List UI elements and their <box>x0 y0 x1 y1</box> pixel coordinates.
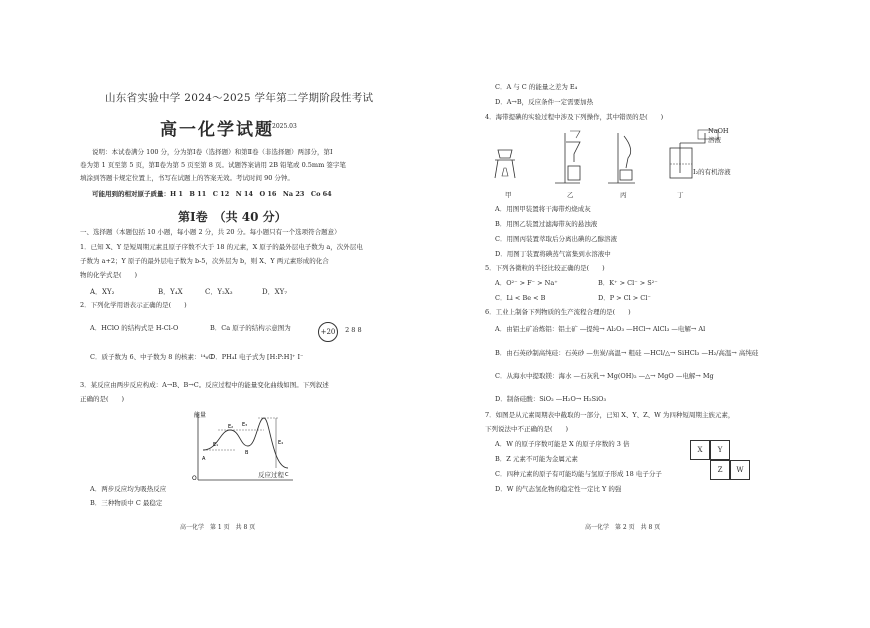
question-2-option-c: C．质子数为 6、中子数为 8 的核素：¹⁴₆C <box>90 353 214 361</box>
question-5-option-d: D．P > Cl > Cl⁻ <box>598 294 651 302</box>
question-2-option-b: B．Ca 原子的结构示意图为 <box>210 324 291 332</box>
question-3-option-c: C．A 与 C 的能量之差为 E₄ <box>495 83 578 91</box>
question-4-option-a: A．用图甲装置将干海带灼烧成灰 <box>495 205 591 213</box>
question-1-stem: 1．已知 X、Y 是短周期元素且原子序数不大于 18 的元素，X 原子的最外层电子数为 a，次外层电 <box>80 243 363 251</box>
question-7-option-c: C．四种元素的原子有可能均能与氢原子形成 18 电子分子 <box>495 470 662 478</box>
i2-label: I₂的有机溶液 <box>693 168 731 176</box>
apparatus-crucible <box>495 150 515 178</box>
question-7-stem: 下列说法中不正确的是( ) <box>485 425 569 433</box>
question-5-option-c: C．Li < Be < B <box>495 294 546 302</box>
section-title: 第Ⅰ卷 （共 40 分） <box>178 210 287 224</box>
question-6-stem: 6．工业上制备下列物质的生产流程合理的是( ) <box>485 308 631 316</box>
question-3-stem: 3．某反应由两步反应构成：A→B、B→C。反应过程中的能量变化曲线如图。下列叙述 <box>80 381 329 389</box>
question-4-option-c: C．用图丙装置萃取后分离出碘的乙醇溶液 <box>495 235 617 243</box>
question-6-option-d: D．制备硅酸：SiO₂ —H₂O→ H₂SiO₃ <box>495 395 607 403</box>
question-4-option-b: B．用图乙装置过滤海带灰的悬浊液 <box>495 220 598 228</box>
periodic-table-fragment <box>690 440 750 480</box>
question-4-option-d: D．用图丁装置将碘蒸气富集到水溶液中 <box>495 250 611 258</box>
apparatus-figures <box>490 128 720 193</box>
figure-label-yi: 乙 <box>567 191 574 199</box>
question-4-stem: 4．海带提碘的实验过程中涉及下列操作，其中错误的是( ) <box>485 113 664 121</box>
question-7-stem: 7．如图是从元素周期表中截取的一部分，已知 X、Y、Z、W 为四种短周期主族元素， <box>485 411 735 419</box>
label-c: C <box>285 472 289 478</box>
x-axis-label: 反应过程 <box>258 471 284 479</box>
question-7-option-a: A．W 的原子序数可能是 X 的原子序数的 3 倍 <box>495 440 630 448</box>
label-e3: E₃ <box>242 422 248 428</box>
question-1-option-a: A．XY₂ <box>90 288 115 296</box>
question-3-option-d: D．A→B，反应条件一定需要加热 <box>495 98 594 106</box>
instruction-line: 填涂到答题卡规定位置上，书写在试题上的答案无效。考试时间 90 分钟。 <box>80 174 294 182</box>
question-7-option-d: D．W 的气态氢化物的稳定性一定比 Y 的强 <box>495 485 622 493</box>
exam-date: 2025.03 <box>272 123 297 130</box>
page-footer: 高一化学 第 2 页 共 8 页 <box>585 524 661 531</box>
question-1-option-d: D．XY₇ <box>262 288 288 296</box>
figure-label-ding: 丁 <box>677 191 684 199</box>
label-e4: E₄ <box>278 440 284 446</box>
question-5-option-a: A．O²⁻ > F⁻ > Na⁺ <box>495 279 558 287</box>
question-2-option-d: D．PH₄I 电子式为 [H:P:H]⁺ I⁻ <box>210 353 304 361</box>
atomic-mass-line: 可能用到的相对原子质量：H 1 B 11 C 12 N 14 O 16 Na 23 Co 64 <box>92 190 332 198</box>
exam-title: 山东省实验中学 2024～2025 学年第二学期阶段性考试 <box>105 92 374 104</box>
page-footer: 高一化学 第 1 页 共 8 页 <box>180 524 256 531</box>
question-6-option-b: B．由石英砂制高纯硅：石英砂 —焦炭/高温→ 粗硅 —HCl/△→ SiHCl₃ —H₂/高温→ 高纯硅 <box>495 349 759 357</box>
apparatus-filter <box>555 131 580 183</box>
figure-label-bing: 丙 <box>620 191 627 199</box>
ca-atom-diagram <box>318 319 362 342</box>
exam-page-2 <box>435 0 870 628</box>
y-axis-label: 能量 <box>194 412 207 419</box>
origin-label: O <box>192 475 197 482</box>
instruction-line: 卷为第 1 页至第 5 页，第Ⅱ卷为第 5 页至第 8 页。试题答案请用 2B 铅笔或 0.5mm 签字笔 <box>80 161 346 169</box>
question-6-option-c: C．从海水中提取镁：海水 —石灰乳→ Mg(OH)₂ —△→ MgO —电解→ Mg <box>495 372 714 380</box>
question-3-option-b: B．三种物质中 C 最稳定 <box>90 499 163 507</box>
electron-shells: 2 8 8 <box>345 325 362 334</box>
question-5-stem: 5．下列各微粒的半径比较正确的是( ) <box>485 264 605 272</box>
naoh-label: 溶液 <box>708 136 721 144</box>
question-3-stem: 正确的是( ) <box>80 395 125 403</box>
cell-y: Y <box>710 440 730 460</box>
question-5-option-b: B．K⁺ > Cl⁻ > S²⁻ <box>598 279 658 287</box>
question-1-stem: 物的化学式是( ) <box>80 271 138 279</box>
label-a: A <box>202 456 206 462</box>
label-b: B <box>245 450 249 456</box>
question-2-stem: 2．下列化学用语表示正确的是( ) <box>80 301 187 309</box>
label-e2: E₂ <box>228 424 234 430</box>
instruction-line: 说明：本试卷满分 100 分，分为第Ⅰ卷（选择题）和第Ⅱ卷（非选择题）两部分，第Ⅰ <box>92 148 333 156</box>
cell-x: X <box>690 440 710 460</box>
question-3-option-a: A．两步反应均为吸热反应 <box>90 485 167 493</box>
naoh-label: NaOH <box>708 127 729 135</box>
cell-w: W <box>730 460 750 480</box>
figure-label-jia: 甲 <box>505 191 512 199</box>
question-7-option-b: B．Z 元素不可能为金属元素 <box>495 455 578 463</box>
nucleus-circle: +20 <box>318 322 338 342</box>
section-note: 一、选择题（本题包括 10 小题，每小题 2 分，共 20 分。每小题只有一个选项符合题意） <box>80 228 341 236</box>
question-2-option-a: A．HClO 的结构式是 H-Cl-O <box>90 324 179 332</box>
exam-subtitle: 高一化学试题 <box>160 120 274 140</box>
question-1-stem: 子数为 a+2；Y 原子的最外层电子数为 b-5，次外层为 b，则 X、Y 两元素形成的化合 <box>80 257 329 265</box>
question-1-option-c: C．Y₂X₃ <box>205 288 233 296</box>
cell-z: Z <box>710 460 730 480</box>
apparatus-sep-funnel <box>608 133 635 183</box>
question-1-option-b: B．Y₄X <box>158 288 183 296</box>
label-e1: E₁ <box>213 442 219 448</box>
question-6-option-a: A．由铝土矿冶炼铝：铝土矿 —提纯→ Al₂O₃ —HCl→ AlCl₃ —电解→ Al <box>495 325 706 333</box>
